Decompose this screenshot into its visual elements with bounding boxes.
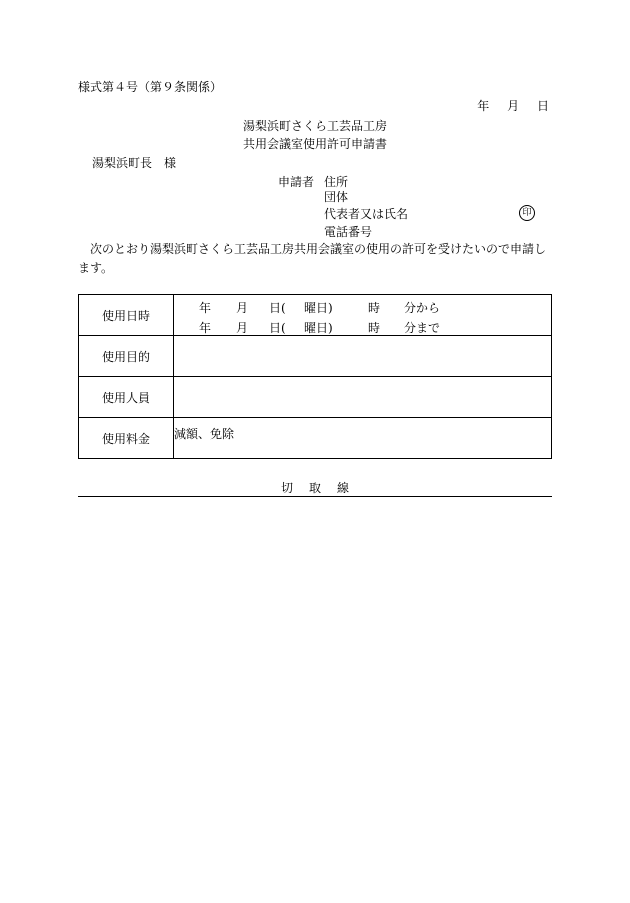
to-day: 日( bbox=[269, 321, 286, 335]
from-year: 年 bbox=[199, 301, 212, 315]
usage-fee-label: 使用料金 bbox=[79, 418, 174, 459]
addressee: 湯梨浜町長 様 bbox=[92, 156, 177, 170]
from-day: 日( bbox=[269, 301, 286, 315]
from-minute: 分から bbox=[404, 301, 441, 315]
date-year: 年 bbox=[477, 99, 490, 113]
usage-purpose-label: 使用目的 bbox=[79, 336, 174, 377]
usage-datetime-label: 使用日時 bbox=[79, 295, 174, 336]
table-row-fee bbox=[79, 418, 552, 459]
datetime-from-row bbox=[174, 295, 551, 315]
cut-line-char-1: 切 bbox=[280, 481, 293, 495]
request-statement: 次のとおり湯梨浜町さくら工芸品工房共用会議室の使用の許可を受けたいので申請します。 bbox=[78, 242, 547, 275]
usage-headcount-label: 使用人員 bbox=[79, 377, 174, 418]
cut-line-char-3: 線 bbox=[337, 481, 350, 495]
date-line bbox=[471, 100, 549, 112]
cut-line-char-2: 取 bbox=[308, 481, 321, 495]
to-minute: 分まで bbox=[404, 321, 441, 335]
form-number: 様式第４号（第９条関係） bbox=[78, 80, 223, 94]
table-row-purpose bbox=[79, 336, 552, 377]
applicant-representative-label: 代表者又は氏名 bbox=[324, 207, 409, 221]
applicant-label: 申請者 bbox=[278, 175, 315, 189]
usage-headcount-cell[interactable] bbox=[174, 377, 552, 418]
to-month: 月 bbox=[236, 321, 249, 335]
datetime-to-row bbox=[174, 315, 551, 335]
usage-fee-cell[interactable]: 減額、免除 bbox=[174, 418, 552, 459]
cut-line-rule bbox=[78, 496, 552, 497]
from-weekday: 曜日) bbox=[304, 301, 333, 315]
applicant-address-label: 住所 bbox=[324, 175, 349, 189]
application-table bbox=[78, 294, 552, 459]
table-row-headcount bbox=[79, 377, 552, 418]
usage-purpose-cell[interactable] bbox=[174, 336, 552, 377]
from-month: 月 bbox=[236, 301, 249, 315]
cut-line-label bbox=[0, 482, 630, 494]
seal-mark: 印 bbox=[519, 205, 535, 221]
document-title-line1: 湯梨浜町さくら工芸品工房 bbox=[242, 119, 387, 133]
usage-datetime-cell[interactable] bbox=[174, 295, 552, 336]
date-day: 日 bbox=[536, 99, 549, 113]
applicant-group-label: 団体 bbox=[324, 190, 349, 204]
document-title-line2: 共用会議室使用許可申請書 bbox=[242, 137, 387, 151]
to-hour: 時 bbox=[368, 321, 381, 335]
table-row-datetime bbox=[79, 295, 552, 336]
to-weekday: 曜日) bbox=[304, 321, 333, 335]
applicant-phone-label: 電話番号 bbox=[324, 225, 373, 239]
to-year: 年 bbox=[199, 321, 212, 335]
from-hour: 時 bbox=[368, 301, 381, 315]
date-month: 月 bbox=[507, 99, 520, 113]
